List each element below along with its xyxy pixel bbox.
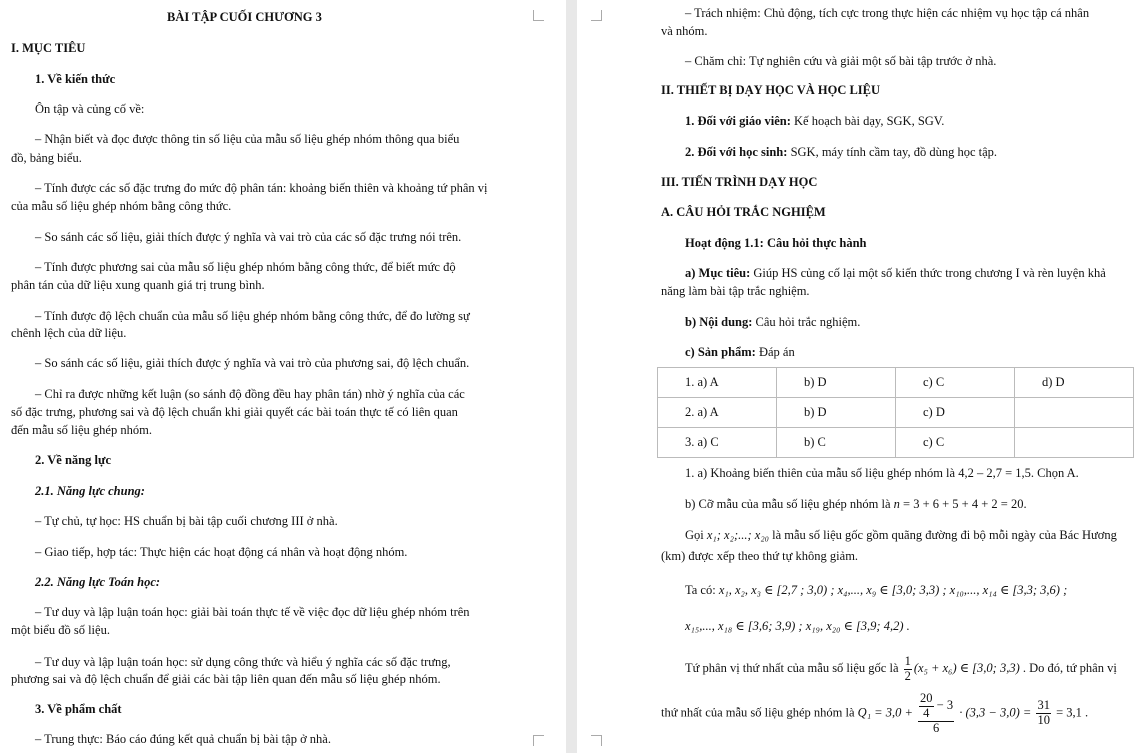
section-heading-objectives: I. MỤC TIÊU: [11, 41, 86, 55]
section-heading-equipment: II. THIẾT BỊ DẠY HỌC VÀ HỌC LIỆU: [661, 83, 881, 97]
paragraph: – Chăm chỉ: Tự nghiên cứu và giải một số bài tập trước ở nhà.: [685, 54, 997, 68]
margin-corner-mark: [533, 735, 544, 746]
margin-corner-mark: [591, 735, 602, 746]
label: a) Mục tiêu:: [685, 266, 751, 280]
text: = 3 + 6 + 5 + 4 + 2 = 20.: [899, 497, 1027, 511]
table-cell: b) D: [777, 398, 896, 428]
text: Ta có:: [685, 583, 719, 597]
solution-line: [685, 655, 1117, 684]
paragraph: năng làm bài tập trắc nghiệm.: [661, 284, 810, 298]
section-heading-quiz: A. CÂU HỎI TRẮC NGHIỆM: [661, 205, 826, 219]
label: c) Sản phẩm:: [685, 345, 756, 359]
fraction-denominator: 10: [1037, 713, 1050, 728]
solution-line: [685, 619, 910, 634]
text: Đáp án: [755, 345, 795, 359]
paragraph: phân tán của dữ liệu xung quanh giá trị trung bình.: [11, 278, 265, 292]
paragraph: – Tính được các số đặc trưng đo mức độ phân tán: khoảng biến thiên và khoảng tứ phân vị: [35, 181, 488, 195]
subheading-competence: 2. Về năng lực: [35, 453, 112, 467]
paragraph: – Trung thực: Báo cáo đúng kết quả chuẩn bị bài tập ở nhà.: [35, 732, 331, 746]
table-cell: 3. a) C: [658, 428, 777, 458]
text: Gọi: [685, 528, 707, 542]
document-page-left: [0, 0, 566, 753]
text: b) Cỡ mẫu của mẫu số liệu ghép nhóm là: [685, 497, 894, 511]
paragraph-content: [685, 315, 860, 330]
paragraph: chênh lệch của dữ liệu.: [11, 326, 127, 340]
text: − 3: [933, 698, 954, 713]
math-expression: x₁₅,..., x₁₈ ∈ [3,6; 3,9) ; x₁₉, x₂₀ ∈ [3,9; 4,2) .: [685, 619, 910, 633]
table-cell: b) C: [777, 428, 896, 458]
table-row: [658, 368, 1134, 398]
fraction-numerator: 20: [920, 691, 933, 705]
paragraph: – So sánh các số liệu, giải thích được ý nghĩa và vai trò của phương sai, độ lệch chuẩn.: [35, 356, 470, 370]
table-cell: c) C: [896, 428, 1015, 458]
fraction: [1036, 699, 1051, 728]
solution-line: [685, 583, 1067, 598]
paragraph: và nhóm.: [661, 24, 708, 38]
text: Câu hỏi trắc nghiệm.: [752, 315, 861, 329]
paragraph-student-materials: [685, 145, 997, 160]
text: Tứ phân vị thứ nhất của mẫu số liệu gốc là: [685, 661, 902, 676]
text: là mẫu số liệu gốc gồm quãng đường đi bộ mỗi ngày của Bác Hương: [769, 528, 1117, 542]
subheading-knowledge: 1. Về kiến thức: [35, 72, 116, 86]
table-cell: [1015, 428, 1134, 458]
paragraph: một biểu đồ số liệu.: [11, 623, 110, 637]
answer-table: [657, 367, 1134, 458]
paragraph: Ôn tập và củng cố về:: [35, 102, 145, 116]
table-row: [658, 398, 1134, 428]
paragraph: – So sánh các số liệu, giải thích được ý nghĩa và vai trò của các số đặc trưng nói trên.: [35, 230, 462, 244]
text: Kế hoạch bài dạy, SGK, SGV.: [790, 114, 945, 128]
subheading-math-competence: 2.2. Năng lực Toán học:: [35, 575, 161, 589]
math-variable: n: [893, 497, 900, 511]
math-expression: Q₁ = 3,0 +: [857, 705, 917, 720]
paragraph: của mẫu số liệu ghép nhóm bằng công thức.: [11, 199, 232, 213]
table-cell: c) C: [896, 368, 1015, 398]
paragraph: số đặc trưng, phương sai và độ lệch chuẩn khi giải quyết các bài toán thực tế có liên quan: [11, 405, 458, 419]
fraction-denominator: 2: [904, 668, 911, 683]
paragraph: – Tính được phương sai của mẫu số liệu ghép nhóm bằng công thức, để biết mức độ: [35, 260, 456, 274]
subheading-qualities: 3. Về phẩm chất: [35, 702, 122, 716]
text: = 3,1 .: [1052, 705, 1089, 720]
paragraph: – Tư duy và lập luận toán học: giải bài toán thực tế về việc đọc dữ liệu ghép nhóm trên: [35, 605, 470, 619]
section-heading-process: III. TIẾN TRÌNH DẠY HỌC: [661, 175, 818, 189]
math-expression: (x₅ + x₆) ∈ [3,0; 3,3): [913, 661, 1020, 676]
table-row: [658, 428, 1134, 458]
paragraph-product: [685, 345, 795, 360]
fraction: [904, 655, 912, 684]
margin-corner-mark: [591, 10, 602, 21]
paragraph: đồ, bảng biểu.: [11, 151, 82, 165]
document-page-right: [577, 0, 1143, 753]
solution-line: (km) được xếp theo thứ tự không giảm.: [661, 549, 859, 563]
fraction: [919, 692, 934, 721]
label: b) Nội dung:: [685, 315, 753, 329]
chapter-title: BÀI TẬP CUỐI CHƯƠNG 3: [167, 10, 322, 24]
subheading-general-competence: 2.1. Năng lực chung:: [35, 484, 145, 498]
paragraph-goal: [685, 266, 1106, 281]
table-cell: 1. a) A: [658, 368, 777, 398]
solution-line: [685, 528, 1117, 543]
text: thứ nhất của mẫu số liệu ghép nhóm là: [661, 705, 858, 720]
paragraph-teacher-materials: [685, 114, 944, 129]
paragraph: – Nhận biết và đọc được thông tin số liệu của mẫu số liệu ghép nhóm thông qua biểu: [35, 132, 460, 146]
table-cell: c) D: [896, 398, 1015, 428]
paragraph: – Trách nhiệm: Chủ động, tích cực trong thực hiện các nhiệm vụ học tập cá nhân: [685, 6, 1090, 20]
math-expression: x₁; x₂;...; x₂₀: [706, 528, 770, 542]
table-cell: b) D: [777, 368, 896, 398]
fraction-denominator: 6: [932, 720, 940, 735]
fraction-denominator: 4: [923, 705, 930, 720]
label: 2. Đối với học sinh:: [685, 145, 788, 159]
solution-line: 1. a) Khoảng biến thiên của mẫu số liệu ghép nhóm là 4,2 – 2,7 = 1,5. Chọn A.: [685, 466, 1079, 480]
table-cell: 2. a) A: [658, 398, 777, 428]
fraction-numerator: 31: [1037, 698, 1050, 713]
solution-line: [661, 692, 1088, 735]
math-expression: x₁, x₂, x₃ ∈ [2,7 ; 3,0) ; x₄,..., x₉ ∈ [3,0; 3,3) ; x₁₀,..., x₁₄ ∈ [3,3; 3,6) ;: [718, 583, 1068, 597]
table-cell: [1015, 398, 1134, 428]
solution-line: [685, 497, 1027, 512]
fraction-numerator: [918, 692, 954, 722]
paragraph: – Tư duy và lập luận toán học: sử dụng công thức và hiểu ý nghĩa các số đặc trưng,: [35, 655, 451, 669]
text: . Do đó, tứ phân vị: [1019, 661, 1117, 676]
text: SGK, máy tính cầm tay, đồ dùng học tập.: [787, 145, 998, 159]
fraction: [918, 692, 954, 735]
paragraph: – Tự chủ, tự học: HS chuẩn bị bài tập cuối chương III ở nhà.: [35, 514, 338, 528]
paragraph: – Giao tiếp, hợp tác: Thực hiện các hoạt động cá nhân và hoạt động nhóm.: [35, 545, 408, 559]
paragraph: phương sai và độ lệch chuẩn để giải các bài tập liên quan đến mẫu số liệu ghép nhóm.: [11, 672, 441, 686]
paragraph: đến mẫu số liệu ghép nhóm.: [11, 423, 152, 437]
paragraph: – Tính được độ lệch chuẩn của mẫu số liệu ghép nhóm bằng công thức, để đo lường sự: [35, 309, 470, 323]
label: 1. Đối với giáo viên:: [685, 114, 791, 128]
math-expression: · (3,3 − 3,0) =: [956, 705, 1035, 720]
margin-corner-mark: [533, 10, 544, 21]
fraction-numerator: 1: [904, 654, 911, 668]
activity-heading: Hoạt động 1.1: Câu hỏi thực hành: [685, 236, 867, 250]
text: Giúp HS củng cố lại một số kiến thức trong chương I và rèn luyện khả: [750, 266, 1106, 280]
paragraph: – Chỉ ra được những kết luận (so sánh độ đồng đều hay phân tán) nhờ ý nghĩa của các: [35, 387, 465, 401]
table-cell: d) D: [1015, 368, 1134, 398]
